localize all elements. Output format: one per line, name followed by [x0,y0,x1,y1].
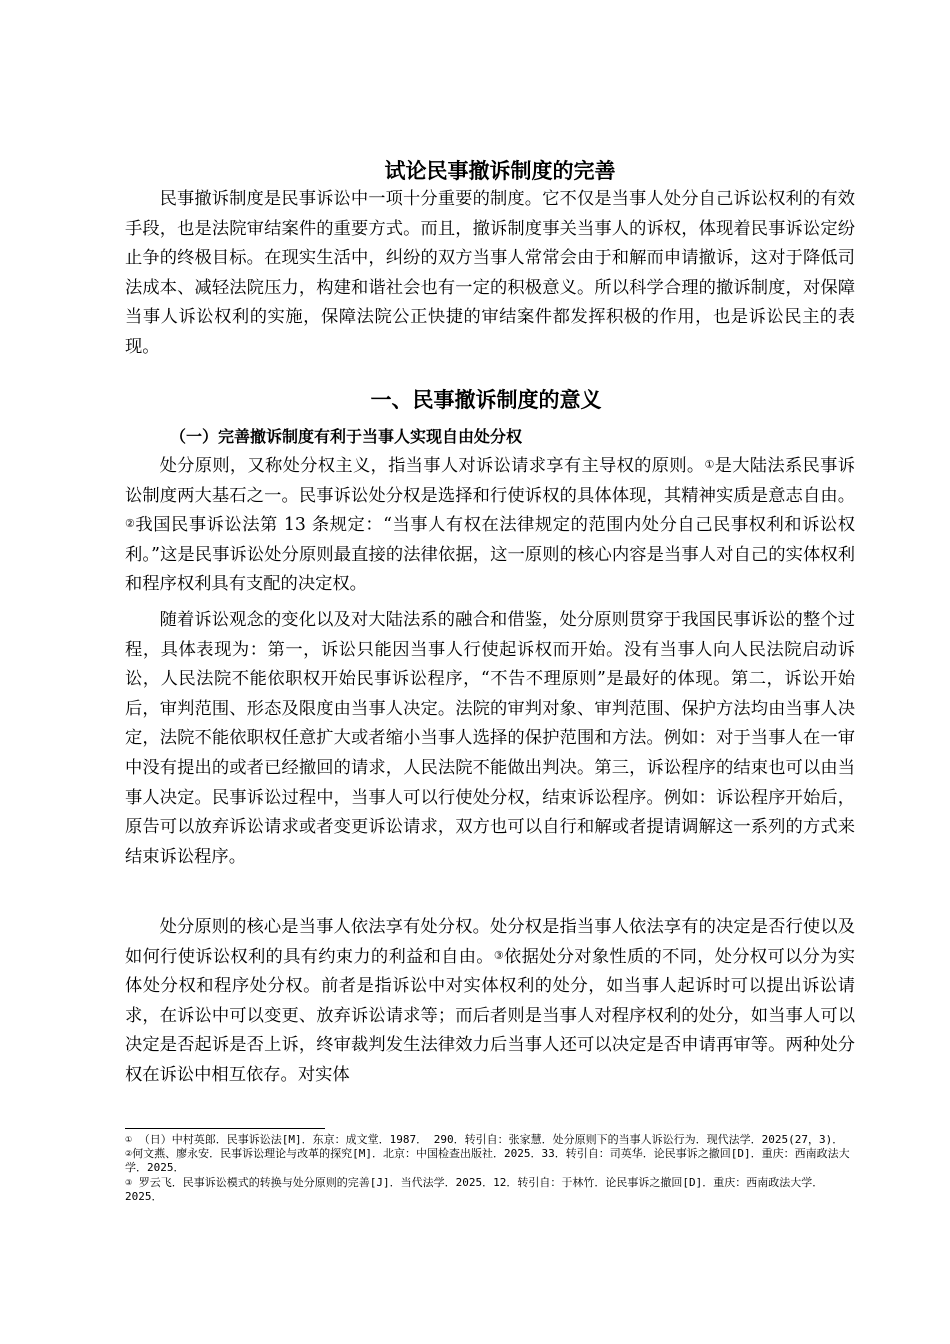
body-paragraph-1: 处分原则，又称处分权主义，指当事人对诉讼请求享有主导权的原则。①是大陆法系民事诉讼制度两大基石之一。民事诉讼处分权是选择和行使诉权的具体体现，其精神实质是意志自由。②我国民事诉讼法第 13 条规定：“当事人有权在法律规定的范围内处分自己民事权利和诉讼权利。”这是民事诉讼处分原则最直接的法律依据，这一原则的核心内容是当事人对自己的实体权利和程序权利具有支配的决定权。 [125,456,855,595]
footnote-3: ③ 罗云飞．民事诉讼模式的转换与处分原则的完善[J]．当代法学．2025．12．转引自：于林竹．论民事诉之撤回[D]．重庆：西南政法大学．2025． [125,1175,824,1203]
body-paragraph-3: 处分原则的核心是当事人依法享有处分权。处分权是指当事人依法享有的决定是否行使以及如何行使诉讼权利的具有约束力的利益和自由。③依据处分对象性质的不同，处分权可以分为实体处分权和程序处分权。前者是指诉讼中对实体权利的处分，如当事人起诉时可以提出诉讼请求，在诉讼中可以变更、放弃诉讼请求等；而后者则是当事人对程序权利的处分，如当事人可以决定是否起诉是否上诉，终审裁判发生法律效力后当事人还可以决定是否申请再审等。两种处分权在诉讼中相互依存。对实体 [125,917,855,1085]
section-heading: 一、民事撤诉制度的意义 [370,388,602,412]
intro-paragraph: 民事撤诉制度是民事诉讼中一项十分重要的制度。它不仅是当事人处分自己诉讼权利的有效手段，也是法院审结案件的重要方式。而且，撤诉制度事关当事人的诉权，体现着民事诉讼定纷止争的终极目标。在现实生活中，纠纷的双方当事人常常会由于和解而申请撤诉，这对于降低司法成本、减轻法院压力，构建和谐社会也有一定的积极意义。所以科学合理的撤诉制度，对保障当事人诉讼权利的实施，保障法院公正快捷的审结案件都发挥积极的作用，也是诉讼民主的表现。 [125,189,855,357]
footnote-ref-2: ② [125,517,136,531]
body-paragraph-2: 随着诉讼观念的变化以及对大陆法系的融合和借鉴，处分原则贯穿于我国民事诉讼的整个过程，具体表现为：第一，诉讼只能因当事人行使起诉权而开始。没有当事人向人民法院启动诉讼，人民法院不能依职权开始民事诉讼程序，“不告不理原则”是最好的体现。第二，诉讼开始后，审判范围、形态及限度由当事人决定。法院的审判对象、审判范围、保护方法均由当事人决定，法院不能依职权任意扩大或者缩小当事人选择的保护范围和方法。例如：对于当事人在一审中没有提出的或者已经撤回的请求，人民法院不能做出判决。第三，诉讼程序的结束也可以由当事人决定。民事诉讼过程中，当事人可以行使处分权，结束诉讼程序。例如：诉讼程序开始后，原告可以放弃诉讼请求或者变更诉讼请求，双方也可以自行和解或者提请调解这一系列的方式来结束诉讼程序。 [125,610,855,867]
footnote-2: ②何文燕、廖永安．民事诉讼理论与改革的探究[M]．北京：中国检查出版社．2025．33．转引自：司英华．论民事诉之撤回[D]．重庆：西南政法大学．2025． [125,1147,850,1175]
footnote-ref-1: ① [704,458,715,471]
footnote-ref-3: ③ [493,948,504,962]
footnotes [125,1133,855,1204]
footnote-separator [125,1128,325,1129]
footnote-1: ① （日）中村英郎．民事诉讼法[M]．东京：成文堂．1987． 290．转引自：张家慧．处分原则下的当事人诉讼行为．现代法学．2025(27，3)． [125,1133,844,1146]
subsection-heading: （一）完善撤诉制度有利于当事人实现自由处分权 [170,427,523,446]
document-title: 试论民事撤诉制度的完善 [384,159,616,183]
